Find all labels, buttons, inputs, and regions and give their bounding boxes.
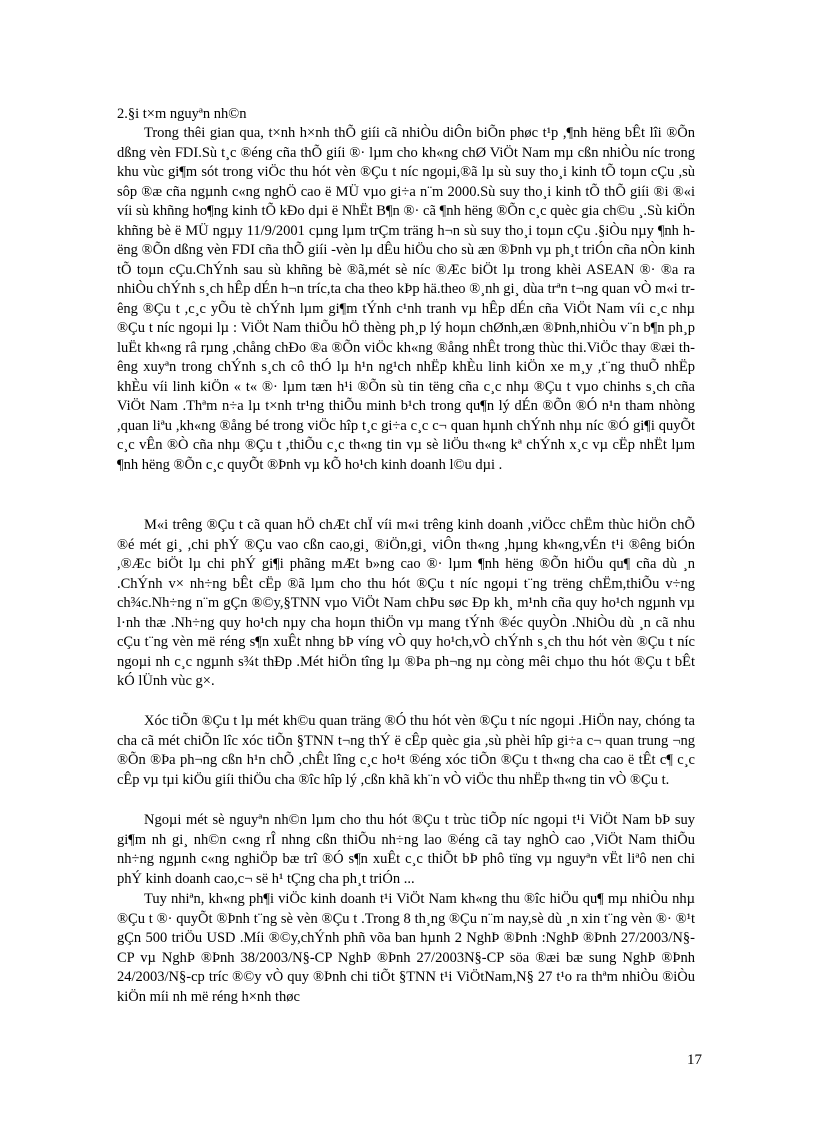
paragraph-4: Ngoµi mét sè nguyªn nh©n lµm cho thu hót ®Çu t trùc tiÕp níc ngoµi t¹i ViÖt Nam bÞ suy gi¶m nh gi¸ nh©n c«ng rÎ nhng cßn thiÕu nh÷ng lao ®éng cã tay nghÒ cao ,ViÖt Nam thiÕu nh÷ng ngµnh c«ng nghiÖp bæ trî ®Ó s¶n xuÊt c¸c thiÕt bÞ phô tïng vµ nguyªn vËt liªô nen chi phÝ kinh doanh cao,c¬ së h¹ tÇng cha ph¸t triÓn ...: [117, 812, 695, 887]
paragraph-1: Trong thêi gian qua, t×nh h×nh thÕ giíi cã nhiÒu diÔn biÕn phøc t¹p ,¶nh hëng bÊt lîi ®Õn dßng vèn FDI.Sù t¸c ®éng cña thÕ giíi ®· lµm cho kh«ng chØ ViÖt Nam mµ cßn nhiÒu níc trong khu vùc gi¶m sót trong viÖc thu hót vèn ®Çu t níc ngoµi,®ã lµ sù suy tho¸i kinh tÕ toµn cÇu ,sù sôp ®æ cña ngµnh c«ng nghÖ cao ë MÜ vµo gi÷a n¨m 2000.Sù suy tho¸i kinh tÕ thÕ giíi ®i ®«i víi sù khñng ho¶ng kinh tÕ kÐo dµi ë NhËt B¶n ®· cã ¶nh hëng ®Õn c¸c quèc gia ch©u ¸.Sù kiÖn khñng bè ë MÜ ngµy 11/9/2001 cµng lµm trÇm träng h¬n sù suy tho¸i toµn cÇu .§iÒu nµy ¶nh hëng ®Õn dßng vèn FDI cña thÕ giíi -vèn lµ dÊu hiÖu cho sù æn ®Þnh vµ ph¸t triÓn cña nÒn kinh tÕ toµn cÇu.ChÝnh sau sù khñng bè ®ã,mét sè níc ®Æc biÖt lµ trong khèi ASEAN ®· ®a ra nhiÒu chÝnh s¸ch hÊp dÉn h¬n tríc,ta cha theo kÞp hä.theo ®¸nh gi¸ dùa trªn t¬ng quan vÒ m«i trêng ®Çu t ,c¸c yÕu tè chÝnh lµm gi¶m tÝnh c¹nh tranh vµ hÊp dÉn cña ViÖt Nam víi c¸c nhµ ®Çu t níc ngoµi lµ : ViÖt Nam thiÕu hÖ thèng ph¸p lý hoµn chØnh,æn ®Þnh,nhiÒu v¨n b¶n ph¸p luËt kh«ng râ rµng ,chång chÐo ®a ®Õn viÖc kh«ng ®ång nhÊt trong thùc thi.ViÖc thay ®æi thêng xuyªn trong chÝnh s¸ch cô thÓ lµ h¹n ng¹ch nhËp khÈu linh kiÖn xe m¸y ,t¨ng thuÕ nhËp khÈu víi linh kiÖn « t« ®· lµm tæn h¹i ®Õn sù tin tëng cña c¸c nhµ ®Çu t vµo chinhs s¸ch cña ViÖt Nam .Thªm n÷a lµ t×nh tr¹ng thiÕu minh b¹ch trong qu¶n lý dÉn ®Õn ®Ó n¹n tham nhòng ,quan liªu ,kh«ng ®ång bé trong viÖc hîp t¸c gi÷a c¸c c¬ quan hµnh chÝnh nhµ níc ®Ó gi¶i quyÕt c¸c vÊn ®Ò cña nhµ ®Çu t ,thiÕu c¸c th«ng tin vµ sè liÖu th«ng kª chÝnh x¸c vµ cËp nhËt lµm ¶nh hëng ®Õn c¸c quyÕt ®Þnh vµ kÕ ho¹ch kinh doanh l©u dµi .: [117, 125, 695, 473]
page-number: 17: [687, 1052, 702, 1068]
paragraph-5: Tuy nhiªn, kh«ng ph¶i viÖc kinh doanh t¹i ViÖt Nam kh«ng thu ®îc hiÖu qu¶ mµ nhiÒu nhµ ®Çu t ®· quyÕt ®Þnh t¨ng sè vèn ®Çu t .Trong 8 th¸ng ®Çu n¨m nay,sè dù ¸n xin t¨ng vèn ®· ®¹t gÇn 500 triÖu USD .Míi ®©y,chÝnh phñ võa ban hµnh 2 NghÞ ®Þnh :NghÞ ®Þnh 27/2003/N§-CP vµ NghÞ ®Þnh 38/2003/N§-CP NghÞ ®Þnh 27/2003N§-CP söa ®æi bæ sung NghÞ ®Þnh 24/2003/N§-cp tríc ®©y vÒ quy ®Þnh chi tiÕt §TNN t¹i ViÖtNam,N§ 27 t¹o ra thªm nhiÒu ®iÒu kiÖn míi nh më réng h×nh thøc: [117, 891, 695, 1005]
paragraph-3: Xóc tiÕn ®Çu t lµ mét kh©u quan träng ®Ó thu hót vèn ®Çu t níc ngoµi .HiÖn nay, chóng ta cha cã mét chiÕn lîc xóc tiÕn §TNN t¬ng thÝ ë cÊp quèc gia ,sù phèi hîp gi÷a c¬ quan trung ¬ng ®Õn ®Þa ph¬ng cßn h¹n chÕ ,chÊt lîng c¸c ho¹t ®éng xóc tiÕn ®Çu t th«ng cha cao ë tÊt c¶ c¸c cÊp vµ tµi kiÖu giíi thiÖu cha ®îc hîp lý ,cßn khã kh¨n vÒ viÖc thu nhËp th«ng tin vÒ ®Çu t.: [117, 713, 695, 788]
paragraph-2: M«i trêng ®Çu t cã quan hÖ chÆt chÏ víi m«i trêng kinh doanh ,viÖcc chËm thùc hiÖn chÕ ®é mét gi¸ ,chi phÝ ®Çu vao cßn cao,gi¸ ®iÖn,gi¸ viÔn th«ng ,hµng kh«ng,vÉn t¹i ®êng biÓn ,®Æc biÖt lµ chi phÝ gi¶i phãng mÆt b»ng cao ®· lµm ¶nh hëng ®Õn hiÖu qu¶ cña dù ¸n .ChÝnh v× nh÷ng bÊt cËp ®ã lµm cho thu hót ®Çu t níc ngoµi t¨ng trëng chËm,thiÕu v÷ng ch¾c.Nh÷ng n¨m gÇn ®©y,§TNN vµo ViÖt Nam chÞu søc Ðp kh¸ m¹nh cña quy ho¹ch ngµnh vµ l·nh thæ .Nh÷ng quy ho¹ch nµy cha hoµn thiÖn vµ mang tÝnh ®éc quyÒn .NhiÒu dù ¸n cã nhu cÇu t¨ng vèn më réng s¶n xuÊt nhng bÞ víng vÒ quy ho¹ch,vÒ chÝnh s¸ch thu hót vèn ®Çu t níc ngoµi nh c¸c ngµnh s¾t thÐp .Mét hiÖn tîng lµ ®Þa ph¬ng nµ còng mêi chµo thu hót ®Çu t bÊt kÓ lÜnh vùc g×.: [117, 517, 695, 689]
section-heading: 2.§i t×m nguyªn nh©n: [117, 106, 247, 122]
